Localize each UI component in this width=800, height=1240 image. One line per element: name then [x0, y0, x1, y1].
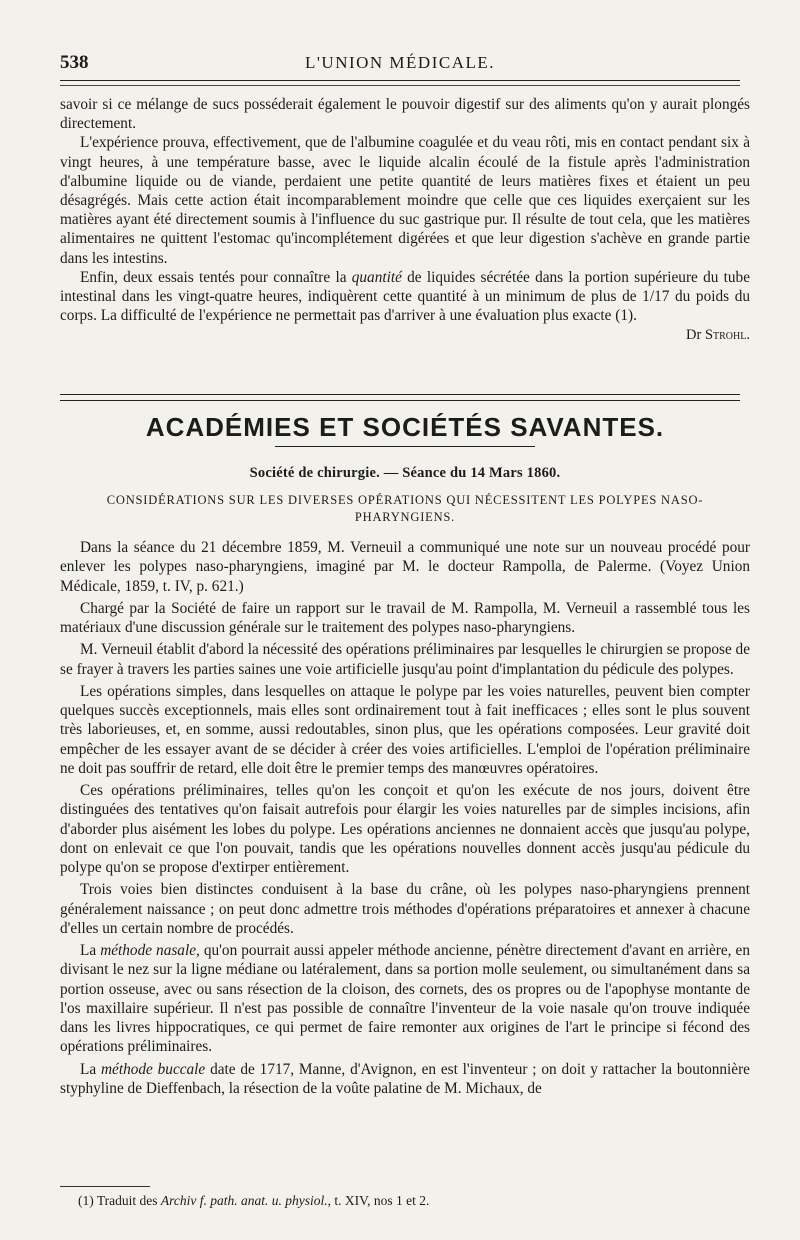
considerations-heading: CONSIDÉRATIONS SUR LES DIVERSES OPÉRATIONS QUI NÉCESSITENT LES POLYPES NASO-PHARYNGIENS.: [106, 493, 704, 524]
p7-italic: méthode nasale,: [100, 942, 200, 959]
page-number: 538: [60, 52, 89, 73]
footnote-end: , t. XIV, nos 1 et 2.: [327, 1193, 430, 1208]
section-paragraph-6: Trois voies bien distinctes conduisent à la base du crâne, où les polypes naso-pharyngiens prennent généralement naissance ; on peut donc admettre trois méthodes d'opérations préparatoires et annexer à chacune d'elles un certain nombre de procédés.: [60, 881, 750, 937]
footnote-start: (1) Traduit des: [78, 1193, 161, 1208]
running-title: L'UNION MÉDICALE.: [304, 53, 496, 72]
section-paragraph-4: Les opérations simples, dans lesquelles on attaque le polype par les voies naturelles, peuvent bien compter quelques succès exceptionnels, mais elles sont ordinairement tout à fait inefficaces ; elles sont le plus souvent très laborieuses, et, en somme, aussi redoutables, sinon plus, que les opérations composées. Leur gravité doit empêcher de les essayer avant de se décider à créer des voies artificielles. L'emploi de l'opération préliminaire ne doit pas souffrir de retard, elle doit être le premier temps des manœuvres opératoires.: [60, 682, 750, 777]
section-paragraph-2: Chargé par la Société de faire un rapport sur le travail de M. Rampolla, M. Verneuil a rassemblé tous les matériaux d'une discussion générale sur le traitement des polypes naso-pharyngiens.: [60, 599, 750, 636]
p8-end: date de 1717, Manne, d'Avignon, en est l'inventeur ; on doit y rattacher la boutonnière styphyline de Dieffenbach, la résection de la voûte palatine de M. Michaux, de: [60, 1060, 750, 1097]
intro-paragraph-3: [60, 268, 750, 326]
section-paragraph-8: [60, 1060, 750, 1099]
society-session-line: Société de chirurgie. — Séance du 14 Mars 1860.: [249, 465, 561, 481]
intro-paragraph-2: L'expérience prouva, effectivement, que de l'albumine coagulée et du veau rôti, mis en contact pendant six à vingt heures, à une température basse, avec le liquide alcalin écoulé de la fistule après l'administration d'albumine liquide ou de viande, perdaient une petite quantité de leurs matières fixes et étaient un peu désagrégés. Mais cette action était incomparablement moindre que celle que ces liquides exerçaient sur les matières ayant été directement soumis à l'influence du suc gastrique pur. Il résulte de tout cela, que les matières alimentaires ne quittent l'estomac qu'incomplétement digérées et que leur digestion s'achève en grande partie dans les intestins.: [60, 134, 750, 267]
section-body: [60, 538, 750, 1098]
header-rule: [60, 80, 740, 81]
section-paragraph-3: M. Verneuil établit d'abord la nécessité des opérations préliminaires par lesquelles le chirurgien se propose de se frayer à travers les parties saines une voie artificielle jusqu'au point d'implantation du pédicule des polypes.: [60, 641, 750, 678]
section-paragraph-1: Dans la séance du 21 décembre 1859, M. Verneuil a communiqué une note sur un nouveau procédé pour enlever les polypes naso-pharyngiens, imaginé par M. le docteur Rampolla, de Palerme. (Voyez Union Médicale, 1859, t. IV, p. 621.): [60, 539, 750, 595]
intro-paragraph-1: savoir si ce mélange de sucs posséderait également le pouvoir digestif sur des aliments qu'on y aurait plongés directement.: [60, 96, 750, 133]
signature-prefix: Dr: [686, 327, 702, 344]
section-title-rule: [275, 446, 535, 447]
section-divider: [60, 394, 740, 401]
author-signature: [60, 326, 750, 345]
p8-italic: méthode buccale: [100, 1060, 206, 1078]
section-title: ACADÉMIES ET SOCIÉTÉS SAVANTES.: [145, 412, 665, 442]
intro-p3-end: de liquides sécrétée dans la portion supérieure du tube intestinal dans les vingt-quatre heures, indiquèrent cette quantité à un minimum de plus de 1/17 du poids du corps. La difficulté de l'expérience ne permettait pas d'arriver à une évaluation plus exacte (1).: [60, 268, 750, 325]
footnote-italic: Archiv f. path. anat. u. physiol.: [160, 1193, 328, 1208]
p7-end: qu'on pourrait aussi appeler méthode ancienne, pénètre directement d'avant en arrière, en divisant le nez sur la ligne médiane ou latéralement, dans sa portion molle seulement, ou simultanément dans sa portion osseuse, avec ou sans résection de la cloison, des cornets, des os propres ou de l'apophyse montante de l'os maxillaire supérieur. Il n'est pas possible de connaître l'inventeur de la voie nasale qu'on trouve indiquée dans les livres hippocratiques, ce qui permet de faire remonter aux origines de l'art le principe si fécond des opérations préliminaires.: [60, 942, 750, 1056]
p8-start: La: [80, 1060, 101, 1078]
intro-p3-start: Enfin, deux essais tentés pour connaître la: [80, 268, 352, 286]
intro-p3-italic: quantité: [351, 268, 402, 286]
section-paragraph-5: Ces opérations préliminaires, telles qu'on les conçoit et qu'on les exécute de nos jours, doivent être distinguées des tentatives qu'on faisait autrefois pour élargir les voies naturelles par de simples incisions, afin d'aborder plus aisément les lobes du polype. Les opérations anciennes ne donnaient accès que jusqu'au polype, dont on enlevait ce que l'on pouvait, tandis que les opérations nouvelles donnent accès jusqu'au pédicule du polype qu'on se propose d'extirper entièrement.: [60, 782, 750, 876]
academies-section: [60, 410, 750, 1101]
footnote-rule: [60, 1186, 150, 1187]
intro-text: [60, 95, 750, 346]
header-rule-thin: [60, 85, 740, 86]
signature-name: Strohl.: [704, 327, 750, 344]
footnote: [78, 1193, 429, 1209]
section-paragraph-7: [60, 941, 750, 1057]
page-header: [60, 52, 740, 82]
p7-start: La: [80, 942, 101, 959]
